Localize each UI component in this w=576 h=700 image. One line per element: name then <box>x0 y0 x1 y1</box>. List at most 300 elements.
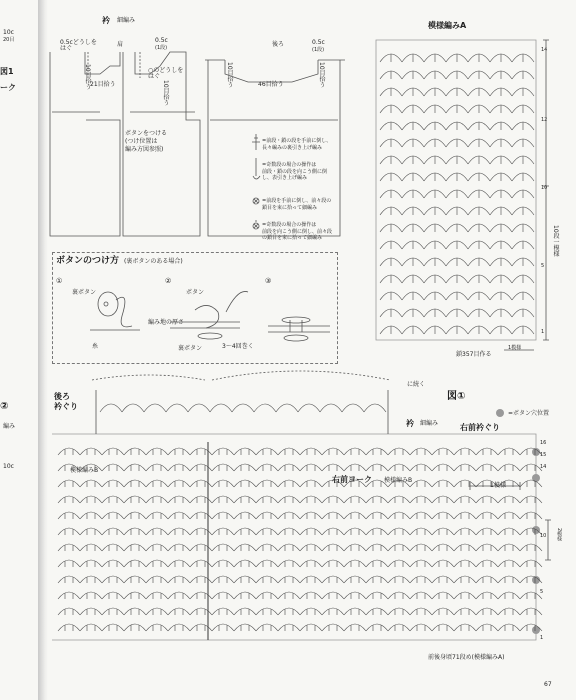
stitch-symbol <box>241 481 249 487</box>
stitch-symbol <box>410 464 432 471</box>
stitch-symbol <box>234 496 256 503</box>
stitch-symbol <box>278 448 300 455</box>
stitch-symbol <box>146 560 168 567</box>
stitch-symbol <box>87 561 95 567</box>
stitch-symbol <box>432 608 454 615</box>
row-number: 12 <box>541 117 548 123</box>
stitch-symbol <box>65 593 73 599</box>
stitch-symbol <box>461 481 469 487</box>
stitch-symbol <box>153 481 161 487</box>
stitch-symbol <box>505 577 513 583</box>
stitch-symbol <box>388 512 410 519</box>
stitch-symbol <box>190 592 212 599</box>
stitch-symbol <box>175 561 183 567</box>
stitch-symbol <box>373 449 381 455</box>
stitch-symbol <box>417 497 425 503</box>
stitch-symbol <box>300 464 322 471</box>
stitch-symbol <box>388 624 410 631</box>
stitch-symbol <box>131 513 139 519</box>
side-pattern-label: 2模様 <box>556 528 562 542</box>
stitch-symbol <box>124 496 146 503</box>
button-hole-note: =ボタン穴位置 <box>508 410 550 417</box>
stitch-symbol <box>234 608 256 615</box>
stitch-symbol <box>322 512 344 519</box>
stitch-symbol <box>168 608 190 615</box>
legend-text: =奇数段の場合の操作は 前段・鎖の段を向こう側に倒 し、表引き上げ編み <box>262 162 328 181</box>
stitch-symbol <box>483 465 491 471</box>
stitch-symbol <box>102 544 124 551</box>
stitch-symbol <box>417 577 425 583</box>
stitch-symbol <box>212 464 234 471</box>
stitch-symbol <box>351 465 359 471</box>
stitch-symbol <box>300 608 322 615</box>
stitch-symbol <box>388 608 410 615</box>
stitch-symbol <box>461 577 469 583</box>
row-number: 5 <box>540 589 544 595</box>
stitch-symbol <box>146 464 168 471</box>
stitch-symbol <box>263 513 271 519</box>
stitch-symbol <box>505 513 513 519</box>
stitch-symbol <box>300 448 322 455</box>
stitch-symbol <box>498 576 520 583</box>
row-number: 14 <box>540 464 547 470</box>
stitch-symbol <box>373 561 381 567</box>
stitch-symbol <box>241 609 249 615</box>
stitch-symbol <box>168 464 190 471</box>
stitch-symbol <box>520 544 542 551</box>
stitch-symbol <box>87 513 95 519</box>
stitch-symbol <box>241 625 249 631</box>
stitch-symbol <box>461 593 469 599</box>
figure1-bottom-note: 前後身頃71段め(模様編みA) <box>428 654 505 661</box>
stitch-symbol <box>87 449 95 455</box>
stitch-symbol <box>498 464 520 471</box>
stitch-symbol <box>329 545 337 551</box>
stitch-symbol <box>351 625 359 631</box>
stitch-symbol <box>395 545 403 551</box>
stitch-symbol <box>197 609 205 615</box>
stitch-symbol <box>109 593 117 599</box>
stitch-symbol <box>58 592 80 599</box>
stitch-symbol <box>234 560 256 567</box>
stitch-symbol <box>417 561 425 567</box>
stitch-symbol <box>80 576 102 583</box>
stitch-symbol <box>190 464 212 471</box>
left-edge-text: 20目 <box>3 37 15 43</box>
stitch-symbol <box>166 404 188 412</box>
pattern-a-note: 鎖357目作る <box>456 351 492 358</box>
stitch-symbol <box>483 497 491 503</box>
stitch-symbol <box>80 464 102 471</box>
stitch-symbol <box>527 561 535 567</box>
stitch-symbol <box>80 608 102 615</box>
stitch-symbol <box>351 561 359 567</box>
stitch-symbol <box>175 625 183 631</box>
stitch-symbol <box>263 481 271 487</box>
stitch-symbol <box>190 496 212 503</box>
stitch-symbol <box>256 480 278 487</box>
stitch-symbol <box>351 593 359 599</box>
stitch-symbol <box>102 496 124 503</box>
stitch-symbol <box>520 560 542 567</box>
row-number: 16 <box>540 440 547 446</box>
stitch-symbol <box>153 513 161 519</box>
stitch-symbol <box>329 449 337 455</box>
left-edge-text: 10c <box>3 29 14 36</box>
stitch-symbol <box>234 576 256 583</box>
stitch-symbol <box>256 560 278 567</box>
stitch-symbol <box>212 448 234 455</box>
stitch-symbol <box>234 448 256 455</box>
stitch-symbol <box>417 513 425 519</box>
stitch-symbol <box>483 625 491 631</box>
stitch-symbol <box>285 577 293 583</box>
stitch-symbol <box>364 404 386 412</box>
stitch-symbol <box>476 496 498 503</box>
stitch-symbol <box>285 545 293 551</box>
stitch-symbol <box>285 513 293 519</box>
stitch-symbol <box>520 464 542 471</box>
stitch-symbol <box>527 481 535 487</box>
stitch-symbol <box>505 561 513 567</box>
stitch-symbol <box>197 465 205 471</box>
stitch-symbol <box>241 449 249 455</box>
collar-count: 10目拾う <box>318 62 325 88</box>
stitch-symbol <box>109 545 117 551</box>
stitch-symbol <box>454 592 476 599</box>
stitch-symbol <box>454 464 476 471</box>
stitch-symbol <box>102 448 124 455</box>
stitch-symbol <box>87 545 95 551</box>
stitch-symbol <box>153 449 161 455</box>
stitch-symbol <box>124 512 146 519</box>
button-label: 裏ボタン <box>72 289 97 296</box>
stitch-symbol <box>212 624 234 631</box>
stitch-symbol <box>366 528 388 535</box>
stitch-symbol <box>131 449 139 455</box>
stitch-symbol <box>263 625 271 631</box>
stitch-symbol <box>410 512 432 519</box>
stitch-symbol <box>256 528 278 535</box>
stitch-symbol <box>131 465 139 471</box>
stitch-symbol <box>58 608 80 615</box>
stitch-symbol <box>432 464 454 471</box>
stitch-symbol <box>373 513 381 519</box>
stitch-symbol <box>175 481 183 487</box>
row-number: 5 <box>541 263 545 269</box>
stitch-symbol <box>219 609 227 615</box>
stitch-symbol <box>188 404 210 412</box>
stitch-symbol <box>344 560 366 567</box>
stitch-symbol <box>58 464 80 471</box>
stitch-symbol <box>439 529 447 535</box>
stitch-symbol <box>131 577 139 583</box>
collar-count: 46目拾う <box>258 81 284 88</box>
stitch-symbol <box>124 624 146 631</box>
yoke-subtitle: 模様編みB <box>384 477 413 484</box>
stitch-symbol <box>439 593 447 599</box>
collar-note: ○のどうしを はぐ <box>148 67 184 80</box>
stitch-symbol <box>175 529 183 535</box>
stitch-symbol <box>454 528 476 535</box>
stitch-symbol <box>483 577 491 583</box>
stitch-symbol <box>505 625 513 631</box>
stitch-symbol <box>432 576 454 583</box>
stitch-symbol <box>256 512 278 519</box>
one-pattern-label: 1模様 <box>490 482 506 489</box>
stitch-symbol <box>344 544 366 551</box>
stitch-symbol <box>146 592 168 599</box>
stitch-symbol <box>168 512 190 519</box>
stitch-symbol <box>388 560 410 567</box>
stitch-symbol <box>241 561 249 567</box>
stitch-symbol <box>212 496 234 503</box>
stitch-symbol <box>307 577 315 583</box>
stitch-symbol <box>366 448 388 455</box>
stitch-symbol <box>109 625 117 631</box>
stitch-symbol <box>329 625 337 631</box>
stitch-symbol <box>190 448 212 455</box>
collar-dimension: (1段) <box>155 45 168 51</box>
stitch-symbol <box>527 609 535 615</box>
stitch-symbol <box>322 592 344 599</box>
stitch-symbol <box>263 497 271 503</box>
stitch-symbol <box>256 544 278 551</box>
stitch-symbol <box>498 448 520 455</box>
stitch-symbol <box>454 624 476 631</box>
stitch-symbol <box>219 529 227 535</box>
step-number: ① <box>56 277 63 285</box>
stitch-symbol <box>175 545 183 551</box>
stitch-symbol <box>300 512 322 519</box>
stitch-symbol <box>520 608 542 615</box>
stitch-symbol <box>410 608 432 615</box>
stitch-symbol <box>454 560 476 567</box>
stitch-symbol <box>329 513 337 519</box>
stitch-symbol <box>65 497 73 503</box>
stitch-symbol <box>124 576 146 583</box>
stitch-symbol <box>505 545 513 551</box>
stitch-symbol <box>395 609 403 615</box>
stitch-symbol <box>80 624 102 631</box>
stitch-symbol <box>124 528 146 535</box>
stitch-symbol <box>344 496 366 503</box>
stitch-symbol <box>190 608 212 615</box>
stitch-symbol <box>58 512 80 519</box>
stitch-symbol <box>219 593 227 599</box>
stitch-symbol <box>322 496 344 503</box>
stitch-symbol <box>256 464 278 471</box>
stitch-symbol <box>505 497 513 503</box>
stitch-symbol <box>483 449 491 455</box>
stitch-symbol <box>190 544 212 551</box>
button-label: 3〜4回巻く <box>222 343 254 350</box>
stitch-symbol <box>212 576 234 583</box>
stitch-symbol <box>432 512 454 519</box>
stitch-symbol <box>388 592 410 599</box>
stitch-symbol <box>146 544 168 551</box>
stitch-symbol <box>131 561 139 567</box>
stitch-symbol <box>307 529 315 535</box>
stitch-symbol <box>432 592 454 599</box>
stitch-symbol <box>344 464 366 471</box>
stitch-symbol <box>87 481 95 487</box>
stitch-symbol <box>263 545 271 551</box>
stitch-symbol <box>344 592 366 599</box>
stitch-symbol <box>146 608 168 615</box>
stitch-symbol <box>109 513 117 519</box>
collar-back-label: 後ろ <box>272 41 285 48</box>
stitch-symbol <box>527 513 535 519</box>
stitch-symbol <box>234 592 256 599</box>
stitch-symbol <box>197 593 205 599</box>
stitch-symbol <box>102 576 124 583</box>
stitch-symbol <box>100 404 122 412</box>
stitch-symbol <box>439 513 447 519</box>
button-label: 糸 <box>92 343 99 350</box>
stitch-symbol <box>476 608 498 615</box>
collar-note: 0.5cどうしを はぐ <box>60 39 97 52</box>
legend-text: =前段を手前に倒し、前々段の 鎖目を束に拾って細編み <box>262 198 332 211</box>
stitch-symbol <box>168 592 190 599</box>
stitch-symbol <box>432 496 454 503</box>
row-number: 10 <box>541 185 548 191</box>
stitch-symbol <box>505 465 513 471</box>
stitch-symbol <box>278 608 300 615</box>
stitch-symbol <box>234 464 256 471</box>
stitch-symbol <box>300 480 322 487</box>
stitch-symbol <box>219 513 227 519</box>
stitch-symbol <box>234 624 256 631</box>
stitch-symbol <box>153 497 161 503</box>
stitch-symbol <box>344 480 366 487</box>
figure1-title: 図① <box>447 391 466 402</box>
stitch-symbol <box>410 496 432 503</box>
stitch-symbol <box>102 480 124 487</box>
stitch-symbol <box>483 545 491 551</box>
legend-text: =前段・鎖の段を手前に倒し、 長々編みの裏引き上げ編み <box>262 138 332 151</box>
stitch-symbol <box>395 449 403 455</box>
stitch-symbol <box>197 577 205 583</box>
stitch-symbol <box>483 513 491 519</box>
stitch-symbol <box>263 577 271 583</box>
stitch-symbol <box>498 528 520 535</box>
stitch-symbol <box>505 449 513 455</box>
stitch-symbol <box>102 464 124 471</box>
stitch-symbol <box>410 592 432 599</box>
stitch-symbol <box>80 512 102 519</box>
stitch-symbol <box>80 448 102 455</box>
stitch-symbol <box>307 561 315 567</box>
stitch-symbol <box>329 497 337 503</box>
stitch-symbol <box>263 561 271 567</box>
stitch-symbol <box>146 576 168 583</box>
stitch-symbol <box>153 593 161 599</box>
stitch-symbol <box>234 544 256 551</box>
stitch-symbol <box>124 608 146 615</box>
stitch-symbol <box>410 448 432 455</box>
stitch-symbol <box>498 624 520 631</box>
stitch-symbol <box>439 561 447 567</box>
stitch-symbol <box>58 528 80 535</box>
stitch-symbol <box>146 528 168 535</box>
stitch-symbol <box>461 625 469 631</box>
stitch-symbol <box>476 448 498 455</box>
stitch-symbol <box>298 404 320 412</box>
stitch-symbol <box>124 480 146 487</box>
stitch-symbol <box>322 544 344 551</box>
stitch-symbol <box>439 497 447 503</box>
stitch-symbol <box>322 464 344 471</box>
stitch-symbol <box>241 465 249 471</box>
stitch-symbol <box>432 480 454 487</box>
stitch-symbol <box>102 512 124 519</box>
stitch-symbol <box>146 624 168 631</box>
stitch-symbol <box>300 544 322 551</box>
stitch-symbol <box>410 624 432 631</box>
stitch-symbol <box>366 512 388 519</box>
stitch-symbol <box>454 608 476 615</box>
stitch-symbol <box>373 609 381 615</box>
stitch-symbol <box>58 448 80 455</box>
stitch-symbol <box>498 608 520 615</box>
stitch-symbol <box>417 625 425 631</box>
stitch-symbol <box>307 609 315 615</box>
stitch-symbol <box>454 576 476 583</box>
stitch-symbol <box>285 593 293 599</box>
stitch-symbol <box>432 448 454 455</box>
stitch-symbol <box>461 449 469 455</box>
stitch-symbol <box>395 625 403 631</box>
stitch-symbol <box>373 577 381 583</box>
stitch-symbol <box>373 625 381 631</box>
stitch-symbol <box>395 593 403 599</box>
stitch-symbol <box>285 529 293 535</box>
stitch-symbol <box>241 545 249 551</box>
stitch-symbol <box>329 465 337 471</box>
stitch-symbol <box>190 512 212 519</box>
stitch-symbol <box>461 529 469 535</box>
stitch-symbol <box>461 609 469 615</box>
stitch-symbol <box>322 576 344 583</box>
stitch-symbol <box>320 404 342 412</box>
stitch-symbol <box>439 577 447 583</box>
stitch-symbol <box>263 449 271 455</box>
stitch-symbol <box>58 480 80 487</box>
stitch-symbol <box>432 624 454 631</box>
stitch-symbol <box>197 497 205 503</box>
stitch-symbol <box>168 624 190 631</box>
stitch-symbol <box>87 593 95 599</box>
stitch-symbol <box>87 609 95 615</box>
stitch-symbol <box>344 512 366 519</box>
stitch-symbol <box>263 529 271 535</box>
stitch-symbol <box>153 577 161 583</box>
stitch-symbol <box>417 545 425 551</box>
stitch-symbol <box>461 561 469 567</box>
stitch-symbol <box>58 544 80 551</box>
pattern-a-repeat: 1模様 <box>508 345 522 351</box>
stitch-symbol <box>344 448 366 455</box>
stitch-symbol <box>219 465 227 471</box>
stitch-symbol <box>146 512 168 519</box>
stitch-symbol <box>307 545 315 551</box>
stitch-symbol <box>256 592 278 599</box>
stitch-symbol <box>307 497 315 503</box>
stitch-symbol <box>417 465 425 471</box>
stitch-symbol <box>65 545 73 551</box>
stitch-symbol <box>388 464 410 471</box>
